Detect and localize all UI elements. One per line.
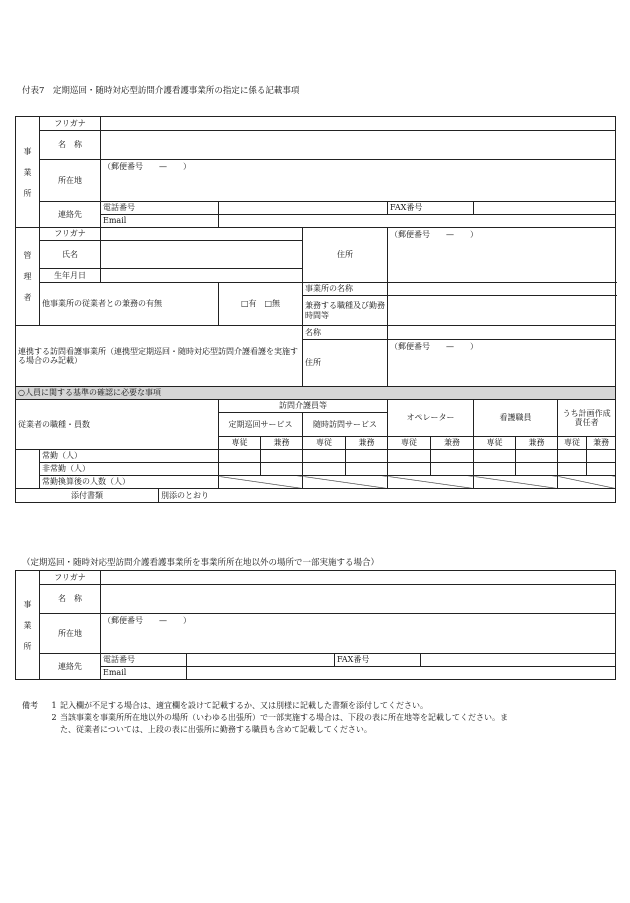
staff-fte-cell[interactable]	[474, 476, 558, 489]
regular-patrol-header: 定期巡回サービス	[219, 413, 303, 437]
partner-postal-text: （郵便番号 — ）	[390, 342, 478, 351]
staff-cell[interactable]	[261, 463, 303, 476]
staff-fte-cell[interactable]	[558, 476, 616, 489]
staff-cell[interactable]	[587, 463, 616, 476]
concurrent-office-name-field[interactable]	[388, 283, 616, 296]
partner-address-label: 住所	[303, 340, 388, 387]
remark-text: 記入欄が不足する場合は、適宜欄を設けて記載するか、又は別様に記載した書類を添付してください。	[60, 701, 428, 710]
teiki-full-header: 専従	[219, 437, 261, 450]
branch-tel-field[interactable]	[187, 654, 335, 667]
branch-name-label: 名 称	[40, 585, 101, 614]
office-furigana-field[interactable]	[101, 117, 616, 131]
staff-cell[interactable]	[474, 463, 516, 476]
operator-full-header: 専従	[388, 437, 431, 450]
staff-cell[interactable]	[431, 463, 474, 476]
branch-address-label: 所在地	[40, 614, 101, 654]
branch-contact-label: 連絡先	[40, 654, 101, 680]
concurrent-no-checkbox[interactable]: □無	[264, 299, 281, 309]
manager-furigana-label: フリガナ	[40, 228, 101, 241]
office-contact-label: 連絡先	[40, 202, 101, 228]
branch-section-title: （定期巡回・随時対応型訪問介護看護事業所を事業所所在地以外の場所で一部実施する場合）	[22, 558, 380, 568]
office-group-label: 事 業 所	[16, 117, 40, 228]
office-furigana-label: フリガナ	[40, 117, 101, 131]
on-demand-visit-header: 随時訪問サービス	[303, 413, 388, 437]
remark-number: 2	[51, 713, 57, 722]
nurse-header: 看護職員	[474, 400, 558, 437]
teiki-part-header: 兼務	[261, 437, 303, 450]
office-fax-label: FAX番号	[388, 202, 474, 215]
staff-cell[interactable]	[303, 463, 346, 476]
remark-text: た、従業者については、上段の表に出張所に勤務する職員も含めて記載してください。	[60, 725, 372, 734]
branch-email-label: Email	[101, 667, 187, 680]
staff-row-header: 従業者の職種・員数	[16, 400, 219, 450]
office-postal-text: （郵便番号 — ）	[103, 162, 191, 171]
branch-postal-text: （郵便番号 — ）	[103, 616, 191, 625]
staff-cell[interactable]	[516, 463, 558, 476]
office-address-label: 所在地	[40, 160, 101, 202]
plan-part-header: 兼務	[587, 437, 616, 450]
concurrent-duty-checkboxes[interactable]	[219, 283, 303, 326]
attachments-label: 添付書類	[16, 489, 159, 503]
concurrent-duty-hours-field[interactable]	[388, 296, 616, 326]
branch-address-field[interactable]	[101, 614, 616, 654]
nurse-full-header: 専従	[474, 437, 516, 450]
staff-cell[interactable]	[261, 450, 303, 463]
office-name-field[interactable]	[101, 131, 616, 160]
branch-fax-field[interactable]	[421, 654, 616, 667]
staff-cell[interactable]	[219, 463, 261, 476]
nurse-part-header: 兼務	[516, 437, 558, 450]
staffing-section-header: ○人員に関する基準の確認に必要な事項	[16, 387, 616, 400]
branch-office-table	[15, 570, 616, 680]
concurrent-yes-checkbox[interactable]: □有	[240, 299, 257, 309]
staff-cell[interactable]	[219, 450, 261, 463]
plan-full-header: 専従	[558, 437, 587, 450]
manager-birthdate-label: 生年月日	[40, 269, 101, 283]
remarks-heading: 備考	[22, 701, 38, 710]
remark-number: 1	[51, 701, 57, 710]
partner-name-label: 名称	[303, 326, 388, 340]
attachments-value: 別添のとおり	[159, 489, 616, 503]
manager-name-label: 氏名	[40, 241, 101, 269]
concurrent-duty-hours-label: 兼務する職種及び勤務時間等	[303, 296, 388, 326]
branch-tel-label: 電話番号	[101, 654, 187, 667]
staff-row-fte-label: 常勤換算後の人数（人）	[40, 476, 219, 489]
care-plan-manager-header: うち計画作成責任者	[558, 400, 616, 437]
manager-name-field[interactable]	[101, 241, 303, 269]
office-email-field[interactable]	[219, 215, 616, 228]
branch-furigana-label: フリガナ	[40, 571, 101, 585]
staff-cell[interactable]	[346, 463, 388, 476]
branch-email-field[interactable]	[187, 667, 616, 680]
staff-cell[interactable]	[516, 450, 558, 463]
branch-office-group-label: 事 業 所	[16, 571, 40, 680]
staff-cell[interactable]	[388, 463, 431, 476]
zuiji-part-header: 兼務	[346, 437, 388, 450]
office-tel-label: 電話番号	[101, 202, 219, 215]
staff-cell[interactable]	[388, 450, 431, 463]
main-form-table	[15, 116, 616, 503]
branch-fax-label: FAX番号	[335, 654, 421, 667]
office-fax-field[interactable]	[474, 202, 616, 215]
manager-address-label: 住所	[303, 228, 388, 283]
concurrent-office-name-label: 事業所の名称	[303, 283, 388, 296]
staff-row-parttime-label: 非常勤（人）	[40, 463, 219, 476]
form-title: 付表7 定期巡回・随時対応型訪問介護看護事業所の指定に係る記載事項	[22, 86, 300, 96]
zuiji-full-header: 専従	[303, 437, 346, 450]
home-care-workers-header: 訪問介護員等	[219, 400, 388, 413]
staff-cell[interactable]	[303, 450, 346, 463]
remark-text: 当該事業を事業所所在地以外の場所（いわゆる出張所）で一部実施する場合は、下段の表に所在地等を記載してください。ま	[60, 713, 508, 722]
branch-name-field[interactable]	[101, 585, 616, 614]
staff-cell[interactable]	[587, 450, 616, 463]
staff-cell[interactable]	[558, 450, 587, 463]
staff-cell[interactable]	[474, 450, 516, 463]
manager-group-label: 管 理 者	[16, 228, 40, 326]
staff-cell[interactable]	[558, 463, 587, 476]
staff-fte-cell[interactable]	[388, 476, 474, 489]
office-email-label: Email	[101, 215, 219, 228]
office-address-field[interactable]	[101, 160, 616, 202]
staff-fte-cell[interactable]	[219, 476, 303, 489]
manager-furigana-field[interactable]	[101, 228, 303, 241]
branch-furigana-field[interactable]	[101, 571, 616, 585]
staff-cell[interactable]	[346, 450, 388, 463]
staff-row-fulltime-label: 常勤（人）	[40, 450, 219, 463]
manager-address-field[interactable]	[388, 228, 616, 283]
concurrent-duty-label: 他事業所の従業者との兼務の有無	[40, 283, 219, 326]
partner-nursing-office-label: 連携する訪問看護事業所（連携型定期巡回・随時対応型訪問介護看護を実施する場合のみ記載）	[16, 326, 303, 387]
remarks	[22, 700, 616, 736]
operator-header: オペレーター	[388, 400, 474, 437]
partner-address-field[interactable]	[388, 340, 616, 387]
operator-part-header: 兼務	[431, 437, 474, 450]
staff-fte-cell[interactable]	[303, 476, 388, 489]
office-name-label: 名 称	[40, 131, 101, 160]
office-tel-field[interactable]	[219, 202, 388, 215]
staff-cell[interactable]	[431, 450, 474, 463]
manager-postal-text: （郵便番号 — ）	[390, 230, 478, 239]
partner-name-field[interactable]	[388, 326, 616, 340]
manager-birthdate-field[interactable]	[101, 269, 303, 283]
